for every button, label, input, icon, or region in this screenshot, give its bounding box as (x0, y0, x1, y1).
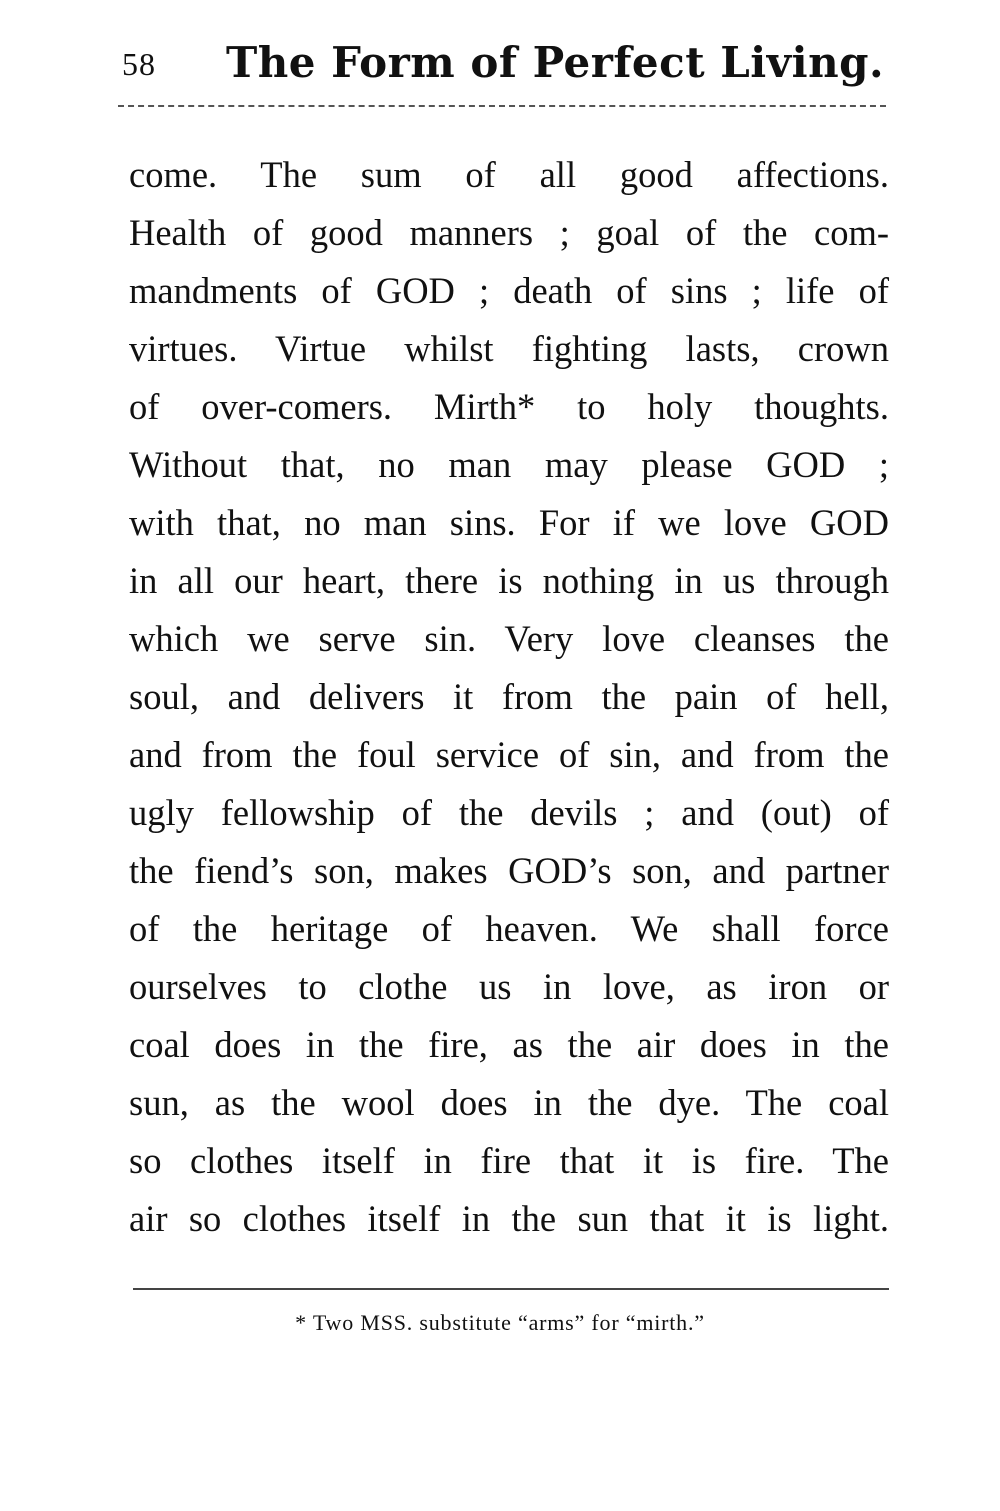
header-rule (118, 105, 886, 107)
footnote-rule (133, 1288, 889, 1290)
text-line: sun, as the wool does in the dye. The coal (129, 1082, 889, 1123)
text-line: virtues. Virtue whilst fighting lasts, crown (129, 328, 889, 369)
text-line: of the heritage of heaven. We shall force (129, 908, 889, 949)
page-number: 58 (122, 46, 156, 82)
text-line: mandments of GOD ; death of sins ; life of (129, 270, 889, 311)
text-line: ugly fellowship of the devils ; and (out) of (129, 792, 889, 833)
text-line: and from the foul service of sin, and from the (129, 734, 889, 775)
footnote: * Two MSS. substitute “arms” for “mirth.” (295, 1310, 705, 1335)
text-line: which we serve sin. Very love cleanses the (129, 618, 889, 659)
text-line: air so clothes itself in the sun that it is light. (129, 1198, 889, 1239)
text-line: of over-comers. Mirth* to holy thoughts. (129, 386, 889, 427)
text-line: with that, no man sins. For if we love GOD (129, 502, 889, 543)
text-line: the fiend’s son, makes GOD’s son, and partner (129, 850, 889, 891)
body-text (129, 146, 889, 1248)
text-line: so clothes itself in fire that it is fire. The (129, 1140, 889, 1181)
text-line: soul, and delivers it from the pain of hell, (129, 676, 889, 717)
text-line: Without that, no man may please GOD ; (129, 444, 889, 485)
text-line: coal does in the fire, as the air does in the (129, 1024, 889, 1065)
text-line: come. The sum of all good affections. (129, 154, 889, 195)
text-line: ourselves to clothe us in love, as iron or (129, 966, 889, 1007)
text-line: in all our heart, there is nothing in us through (129, 560, 889, 601)
text-line: Health of good manners ; goal of the com- (129, 212, 889, 253)
running-title: The Form of Perfect Living. (226, 38, 885, 87)
page-header (122, 38, 892, 98)
